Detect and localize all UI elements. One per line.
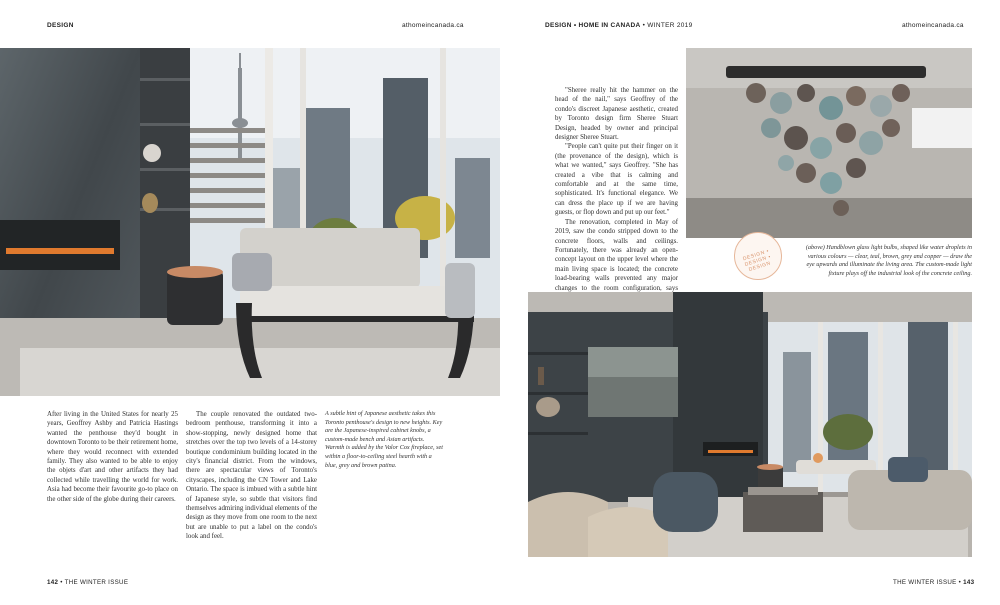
right-paragraph-1: "Sheree really hit the hammer on the head of the nail," says Geoffrey of the condo's discreet Japanese aesthetic, created by Toronto design firm Sheree Stuart Design, headed by owner and principal designer Sheree Stuart. [555,87,678,142]
right-caption: (above) Handblown glass light bulbs, shaped like water droplets in various colours — clear, teal, brown, grey and copper — draw the eye upwards and illuminate the living area. The custom-made light fixture plays off the industrial look of the concrete ceiling. [805,244,972,277]
living-area-photo [528,292,972,557]
left-footer-issue: THE WINTER ISSUE [64,579,129,586]
chandelier-illustration [686,48,972,238]
design-stamp [734,232,782,280]
left-header-site: athomeincanada.ca [402,22,464,29]
left-header-section: DESIGN [47,22,74,29]
left-page-number: 142 [47,579,59,586]
chandelier-photo [686,48,972,238]
right-paragraph-2: "People can't quite put their finger on it (the provenance of the design), which is what we wanted," says Geoffrey. "She has created a vibe that is calming and comfortable and at the same time, sophisticated. It's functional elegance. We can dress the place up if we are having guests, or flop down and put up our feet." [555,143,678,217]
right-paragraph-3: The renovation, completed in May of 2019, saw the condo stripped down to the concrete floors, walls and ceilings. Fortunately, there was already an open-concept layout on the upper level where the main living space is located; the concrete load-bearing walls prevented any major changes to the room configuration, says [555,218,678,292]
right-header: DESIGN • HOME IN CANADA • WINTER 2019 [545,22,693,29]
left-column-1 [47,410,178,504]
left-footer: 142 • THE WINTER ISSUE [47,579,129,586]
stamp-text: DESIGN • DESIGN • DESIGN [742,248,772,274]
right-page-number: 143 [963,579,975,586]
living-room-photo [0,48,500,396]
left-caption: A subtle hint of Japanese aesthetic takes this Toronto penthouse's design to new heights. Key are the Japanese-inspired cabinet knobs, a custom-made bench and Asian artifacts. Warmth is added by the Valor Cox fireplace, set within a floor-to-ceiling steel hearth with a blue, grey and brown patina. [325,410,443,469]
living-area-illustration [528,292,972,557]
left-column-1-text: After living in the United States for nearly 25 years, Geoffrey Ashby and Patricia Hastings wanted the penthouse they'd bought in downtown Toronto to be their retirement home, where they would reconnect with extended family. They also wanted to be able to enjoy the objets d'art and other artifacts they had collected while travelling the world for work. Asia had become their favourite go-to place on the other side of the globe during their careers. [47,411,178,503]
right-header-site: athomeincanada.ca [902,22,964,29]
left-column-2-text: The couple renovated the outdated two-bedroom penthouse, transforming it into a show-stopping, newly designed home that stretches over the top two levels of a 14-storey boutique condominium building located in the city's financial district. From the windows, there are spectacular views of Toronto's cityscapes, including the CN Tower and Lake Ontario. The space is imbued with a subtle hint of Japanese style, so subtle that visitors find themselves admiring individual elements of the design as they move from one room to the next but are unable to put a label on the condo's look and feel. [186,411,317,541]
right-footer-issue: THE WINTER ISSUE [893,579,957,586]
left-column-2 [186,410,317,542]
living-room-illustration [0,48,500,396]
right-footer: THE WINTER ISSUE • 143 [893,579,975,586]
right-column [555,86,678,302]
